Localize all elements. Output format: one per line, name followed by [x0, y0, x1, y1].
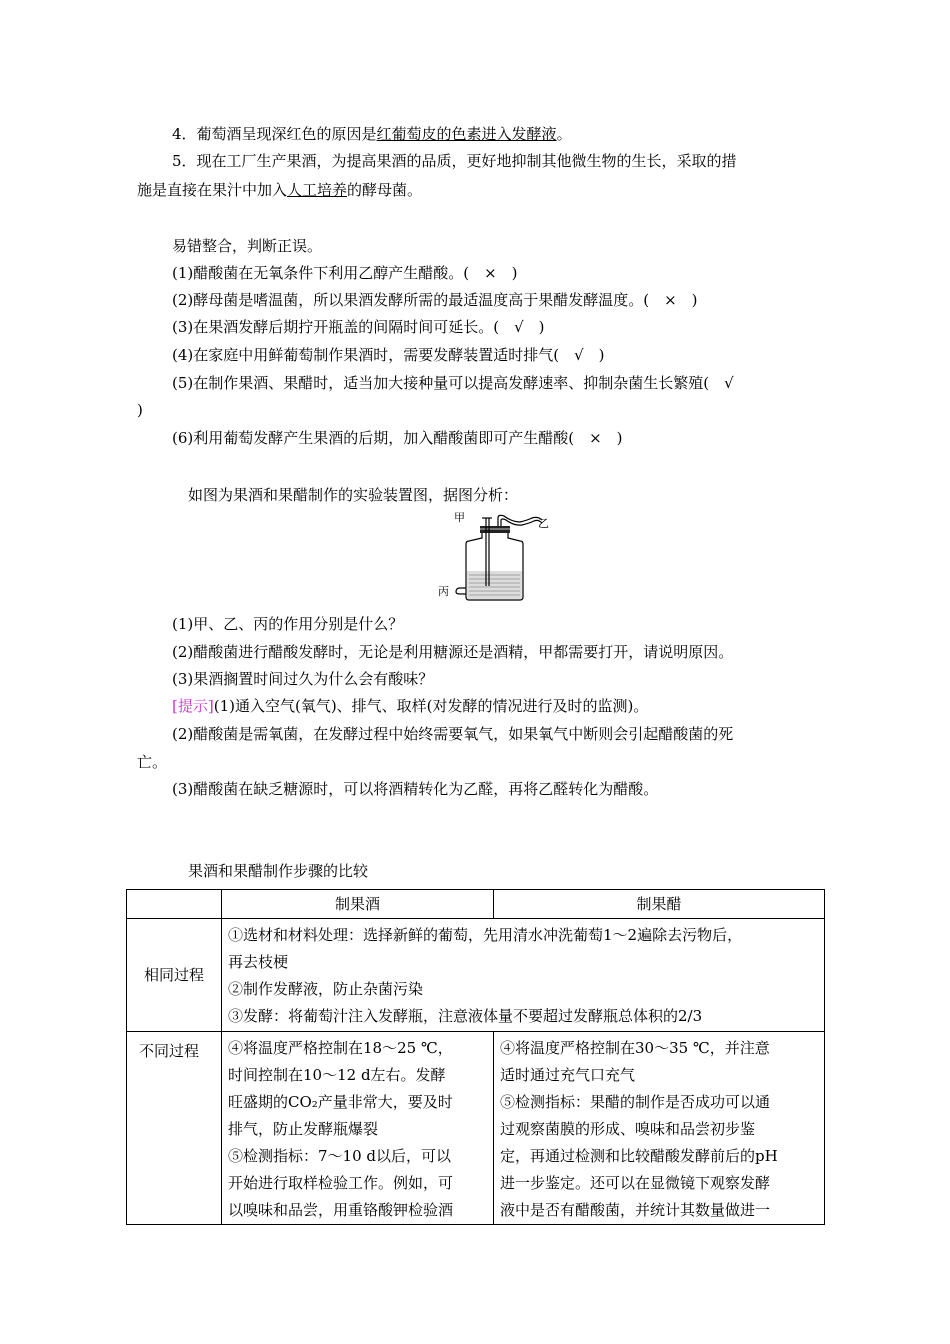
judge-item: (3)在果酒发酵后期拧开瓶盖的间隔时间可延长。( √ ) — [172, 318, 545, 336]
judge-title: 易错整合，判断正误。 — [172, 237, 323, 255]
judge-item: (1)醋酸菌在无氧条件下利用乙醇产生醋酸。( × ) — [172, 264, 518, 282]
diff-vinegar-cell: ④将温度严格控制在30～35 ℃，并注意 适时通过充气口充气 ⑤检测指标：果醋的制作是否成功可以通 过观察菌膜的形成、嗅味和品尝初步鉴 定，再通过检测和比较醋酸发酵前后的pH 进一步鉴定。还可以在显微镜下观察发酵 液中是否有醋酸菌，并统计其数量做进一 — [494, 1032, 825, 1225]
question-1: (1)甲、乙、丙的作用分别是什么？ — [172, 615, 404, 633]
comparison-table — [126, 889, 825, 1225]
answer-2-line-2: 亡。 — [137, 753, 168, 771]
table-header-vinegar: 制果醋 — [494, 890, 825, 919]
question-3: (3)果酒搁置时间过久为什么会有酸味？ — [172, 670, 434, 688]
figure-intro: 如图为果酒和果醋制作的实验装置图，据图分析： — [188, 486, 519, 504]
table-header-row — [127, 890, 825, 919]
same-process-cell: ①选材和材料处理：选择新鲜的葡萄，先用清水冲洗葡萄1～2遍除去污物后， 再去枝梗 ②制作发酵液，防止杂菌污染 ③发酵：将葡萄汁注入发酵瓶，注意液体量不要超过发酵瓶总体积的2/3 — [222, 919, 825, 1032]
diff-wine-cell: ④将温度严格控制在18～25 ℃， 时间控制在10～12 d左右。发酵 旺盛期的CO₂产量非常大，要及时 排气，防止发酵瓶爆裂 ⑤检测指标：7～10 d以后，可以 开始进行取样检验工作。例如，可 以嗅味和品尝，用重铬酸钾检验酒 — [222, 1032, 494, 1225]
answer-2-line-1: (2)醋酸菌是需氧菌，在发酵过程中始终需要氧气，如果氧气中断则会引起醋酸菌的死 — [172, 725, 734, 743]
table-header-wine: 制果酒 — [222, 890, 494, 919]
judge-item: (5)在制作果酒、果醋时，适当加大接种量可以提高发酵速率、抑制杂菌生长繁殖( √ — [172, 374, 734, 392]
item-5-answer: 人工培养 — [287, 181, 348, 199]
answer-1: [提示](1)通入空气(氧气)、排气、取样(对发酵的情况进行及时的监测)。 — [172, 697, 649, 715]
table-header-empty — [127, 890, 222, 919]
item-4: 4．葡萄酒呈现深红色的原因是红葡萄皮的色素进入发酵液。 — [172, 125, 572, 143]
judge-item: (4)在家庭中用鲜葡萄制作果酒时，需要发酵装置适时排气( √ ) — [172, 346, 605, 364]
answer-3: (3)醋酸菌在缺乏糖源时，可以将酒精转化为乙醛，再将乙醛转化为醋酸。 — [172, 780, 659, 798]
row-label-diff: 不同过程 — [127, 1032, 222, 1225]
table-caption: 果酒和果醋制作步骤的比较 — [188, 862, 369, 880]
label-bing: 丙 — [438, 585, 449, 598]
item-4-answer: 红葡萄皮的色素进入发酵液 — [376, 125, 557, 143]
question-2: (2)醋酸菌进行醋酸发酵时，无论是利用糖源还是酒精，甲都需要打开，请说明原因。 — [172, 643, 734, 661]
table-row-diff — [127, 1032, 825, 1225]
label-yi: 乙 — [538, 517, 549, 530]
label-jia: 甲 — [454, 511, 465, 524]
row-label-same: 相同过程 — [127, 919, 222, 1032]
hint-label: [提示] — [172, 697, 214, 715]
table-row-same — [127, 919, 825, 1032]
item-5-line-1: 5．现在工厂生产果酒，为提高果酒的品质，更好地抑制其他微生物的生长，采取的措 — [172, 152, 737, 170]
judge-item: (2)酵母菌是嗜温菌，所以果酒发酵所需的最适温度高于果醋发酵温度。( × ) — [172, 291, 698, 309]
judge-item: (6)利用葡萄发酵产生果酒的后期，加入醋酸菌即可产生醋酸( × ) — [172, 429, 623, 447]
item-5-line-2: 施是直接在果汁中加入人工培养的酵母菌。 — [137, 181, 423, 199]
judge-item-continued: ) — [137, 401, 143, 419]
